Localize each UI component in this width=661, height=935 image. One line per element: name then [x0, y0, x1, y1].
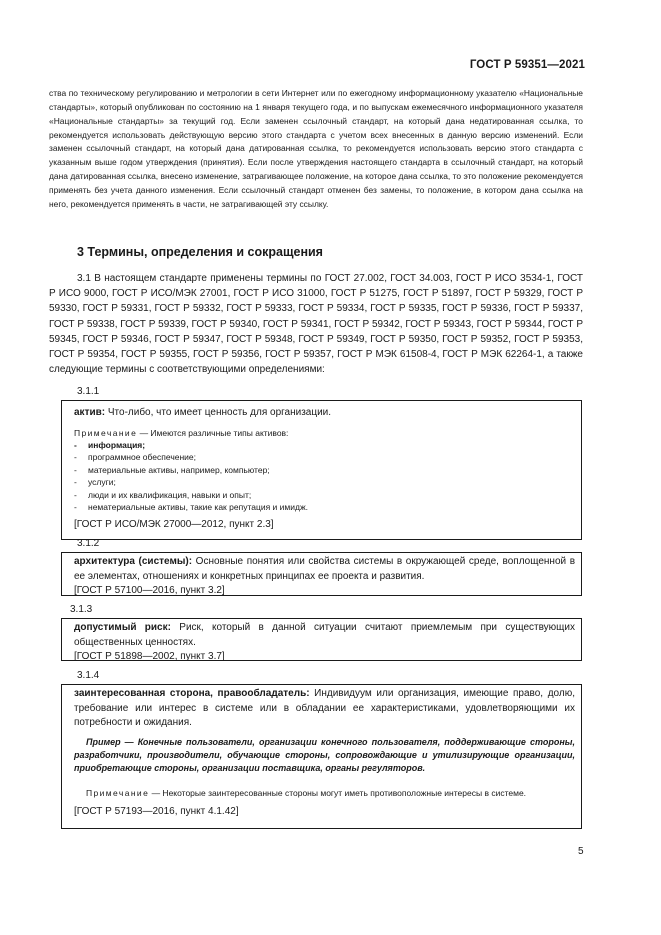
- term-number: 3.1.3: [70, 604, 93, 615]
- section-title: 3 Термины, определения и сокращения: [77, 245, 323, 259]
- term-definition: Риск, который в данной ситуации считают приемлемым при существующих общественных ценностях.: [74, 622, 575, 648]
- list-item: - услуги;: [74, 476, 575, 488]
- term-source: [ГОСТ Р 57100—2016, пункт 3.2]: [74, 585, 225, 596]
- term-source: [ГОСТ Р 57193—2016, пункт 4.1.42]: [74, 805, 239, 817]
- list-item: - материальные активы, например, компьютер;: [74, 464, 575, 476]
- term-name: архитектура (системы):: [74, 556, 193, 567]
- term-definition: Что-либо, что имеет ценность для организации.: [105, 407, 332, 418]
- paragraph-3-1-text: 3.1 В настоящем стандарте применены термины по ГОСТ 27.002, ГОСТ 34.003, ГОСТ Р ИСО 3534-1, ГОСТ Р ИСО 9000, ГОСТ Р ИСО/МЭК 27001, ГОСТ Р ИСО 31000, ГОСТ Р 51275, ГОСТ Р 51897, ГОСТ Р 59329, ГОСТ Р 59330, ГОСТ Р 59331, ГОСТ Р 59332, ГОСТ Р 59333, ГОСТ Р 59334, ГОСТ Р 59335, ГОСТ Р 59336, ГОСТ Р 59337, ГОСТ Р 59338, ГОСТ Р 59339, ГОСТ Р 59340, ГОСТ Р 59341, ГОСТ Р 59342, ГОСТ Р 59343, ГОСТ Р 59344, ГОСТ Р 59345, ГОСТ Р 59346, ГОСТ Р 59347, ГОСТ Р 59348, ГОСТ Р 59349, ГОСТ Р 59350, ГОСТ Р 59352, ГОСТ Р 59353, ГОСТ Р 59354, ГОСТ Р 59355, ГОСТ Р 59356, ГОСТ Р 59357, ГОСТ Р МЭК 61508-4, ГОСТ Р МЭК 62264-1, а также следующие термины с соответствующими определениями:: [49, 273, 583, 376]
- term-name: допустимый риск:: [74, 622, 171, 633]
- term-definition: Индивидуум или организация, имеющие право, долю, требование или интерес в системе или в обладании ее характеристиками, удовлетворяющими их потребности и ожидания.: [74, 688, 575, 728]
- list-item: - нематериальные активы, такие как репутация и имидж.: [74, 501, 575, 513]
- page-number: 5: [578, 846, 584, 857]
- term-name: заинтересованная сторона, правообладатель:: [74, 688, 310, 699]
- intro-text: ства по техническому регулированию и метрологии в сети Интернет или по ежегодному информационному указателю «Национальные стандарты», который опубликован по состоянию на 1 января текущего года, и по выпускам ежемесячного информационного указателя «Национальные стандарты» за текущий год. Если заменен ссылочный стандарт, на который дана недатированная ссылка, то рекомендуется использовать действующую версию этого стандарта с учетом всех внесенных в данную версию изменений. Если заменен ссылочный стандарт, на который дана датированная ссылка, то рекомендуется использовать версию этого стандарта с указанным выше годом утверждения (принятия). Если после утверждения настоящего стандарта в ссылочный стандарт, на который дана датированная ссылка, внесено изменение, затрагивающее положение, на которое дана ссылка, то это положение рекомендуется применять без учета данного изменения. Если ссылочный стандарт отменен без замены, то положение, в котором дана ссылка на него, рекомендуется применять в части, не затрагивающей эту ссылку.: [49, 88, 583, 209]
- note-text: — Имеются различные типы активов:: [137, 427, 289, 438]
- intro-paragraph: [49, 87, 583, 212]
- note-list: [74, 439, 575, 513]
- term-number: 3.1.4: [77, 670, 100, 681]
- term-source: [ГОСТ Р 51898—2002, пункт 3.7]: [74, 651, 225, 662]
- note-label: Примечание: [86, 787, 150, 798]
- note-label: Примечание: [74, 427, 138, 438]
- term-box-stakeholder: [61, 684, 582, 829]
- term-box-acceptable-risk: [61, 618, 582, 661]
- term-example: Пример — Конечные пользователи, организации конечного пользователя, поддерживающие стороны, разработчики, производители, обучающие стороны, сопровождающие и утилизирующие организации, приобретающие стороны, организации поставщика, органы регуляторов.: [74, 736, 575, 773]
- list-item: - информация;: [74, 439, 575, 451]
- term-number: 3.1.2: [77, 538, 100, 549]
- term-box-asset: [61, 400, 582, 540]
- term-box-architecture: [61, 552, 582, 596]
- list-item: - программное обеспечение;: [74, 451, 575, 463]
- term-definition: Основные понятия или свойства системы в окружающей среде, воплощенной в ее элементах, отношениях и конкретных принципах ее проекта и развития.: [74, 556, 576, 582]
- note-text: — Некоторые заинтересованные стороны могут иметь противоположные интересы в системе.: [149, 787, 527, 798]
- term-number: 3.1.1: [77, 386, 100, 397]
- list-item: - люди и их квалификация, навыки и опыт;: [74, 489, 575, 501]
- term-name: актив:: [74, 407, 106, 418]
- term-source: [ГОСТ Р ИСО/МЭК 27000—2012, пункт 2.3]: [74, 519, 274, 531]
- paragraph-3-1: [49, 271, 583, 377]
- document-code-header: ГОСТ Р 59351—2021: [469, 59, 585, 71]
